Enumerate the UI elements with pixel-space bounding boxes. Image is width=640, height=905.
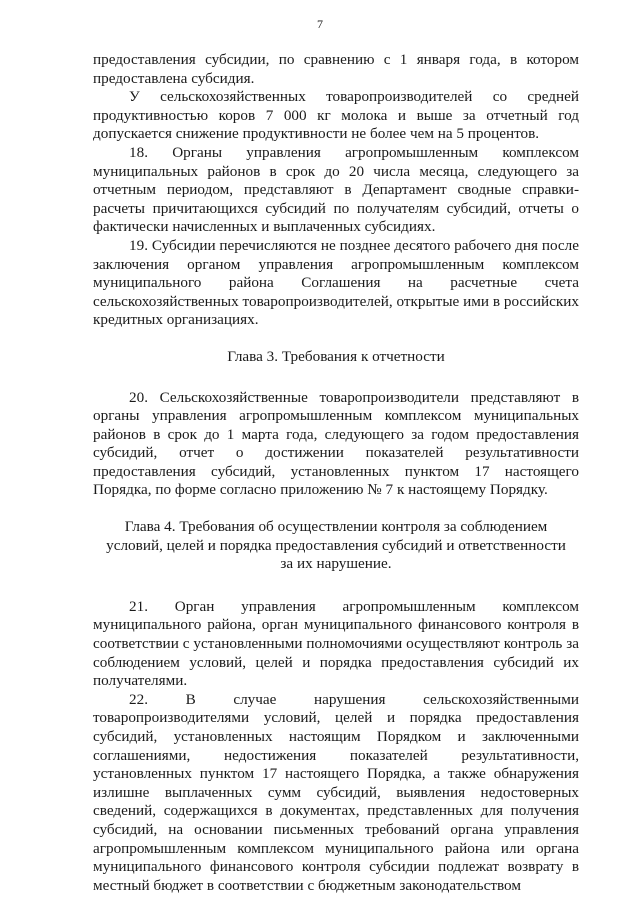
paragraph-21: 21. Орган управления агропромышленным комплексом муниципального района, орган муниципального финансового контроля в соответствии с установленными полномочиями осуществляют контроль за соблюдением условий, целей и порядка предоставления субсидий их получателями. <box>93 597 579 690</box>
chapter-3-heading: Глава 3. Требования к отчетности <box>227 347 445 365</box>
paragraph-22: 22. В случае нарушения сельскохозяйственными товаропроизводителями условий, целей и порядка предоставления субсидий, установленных настоящим Порядком и заключенными соглашениями, недостижения показателей результативности, установленных пунктом 17 настоящего Порядка, а также обнаружения излишне выплаченных сумм субсидий, выявления недостоверных сведений, содержащихся в документах, представленных для получения субсидий, на основании письменных требований органа управления агропромышленным комплексом муниципального района или органа муниципального финансового контроля субсидии подлежат возврату в местный бюджет в соответствии с бюджетным законодательством <box>93 690 579 894</box>
paragraph-continuation: предоставления субсидии, по сравнению с 1 января года, в котором предоставлена субсидия. <box>93 51 579 87</box>
document-body <box>93 51 579 895</box>
paragraph-productivity: У сельскохозяйственных товаропроизводителей со средней продуктивностью коров 7 000 кг молока и выше за отчетный год допускается снижение продуктивности не более чем на 5 процентов. <box>93 88 579 143</box>
paragraph-19: 19. Субсидии перечисляются не позднее десятого рабочего дня после заключения органом управления агропромышленным комплексом муниципального района Соглашения на расчетные счета сельскохозяйственных товаропроизводителей, открытые ими в российских кредитных организациях. <box>93 236 579 329</box>
paragraph-20: 20. Сельскохозяйственные товаропроизводители представляют в органы управления агропромышленным комплексом муниципальных районов в срок до 1 марта года, следующего за годом предоставления субсидий, отчет о достижении показателей результативности предоставления субсидий, установленных пунктом 17 настоящего Порядка, по форме согласно приложению № 7 к настоящему Порядку. <box>93 388 579 499</box>
paragraph-18: 18. Органы управления агропромышленным комплексом муниципальных районов в срок до 20 числа месяца, следующего за отчетным периодом, представляют в Департамент сводные справки-расчеты причитающихся субсидий по получателям субсидий, отчеты о фактически начисленных и выплаченных субсидиях. <box>93 143 579 236</box>
chapter-4-heading: Глава 4. Требования об осуществлении контроля за соблюдением условий, целей и порядка предоставления субсидий и ответственности за их нарушение. <box>106 518 566 573</box>
page-number: 7 <box>317 17 323 31</box>
